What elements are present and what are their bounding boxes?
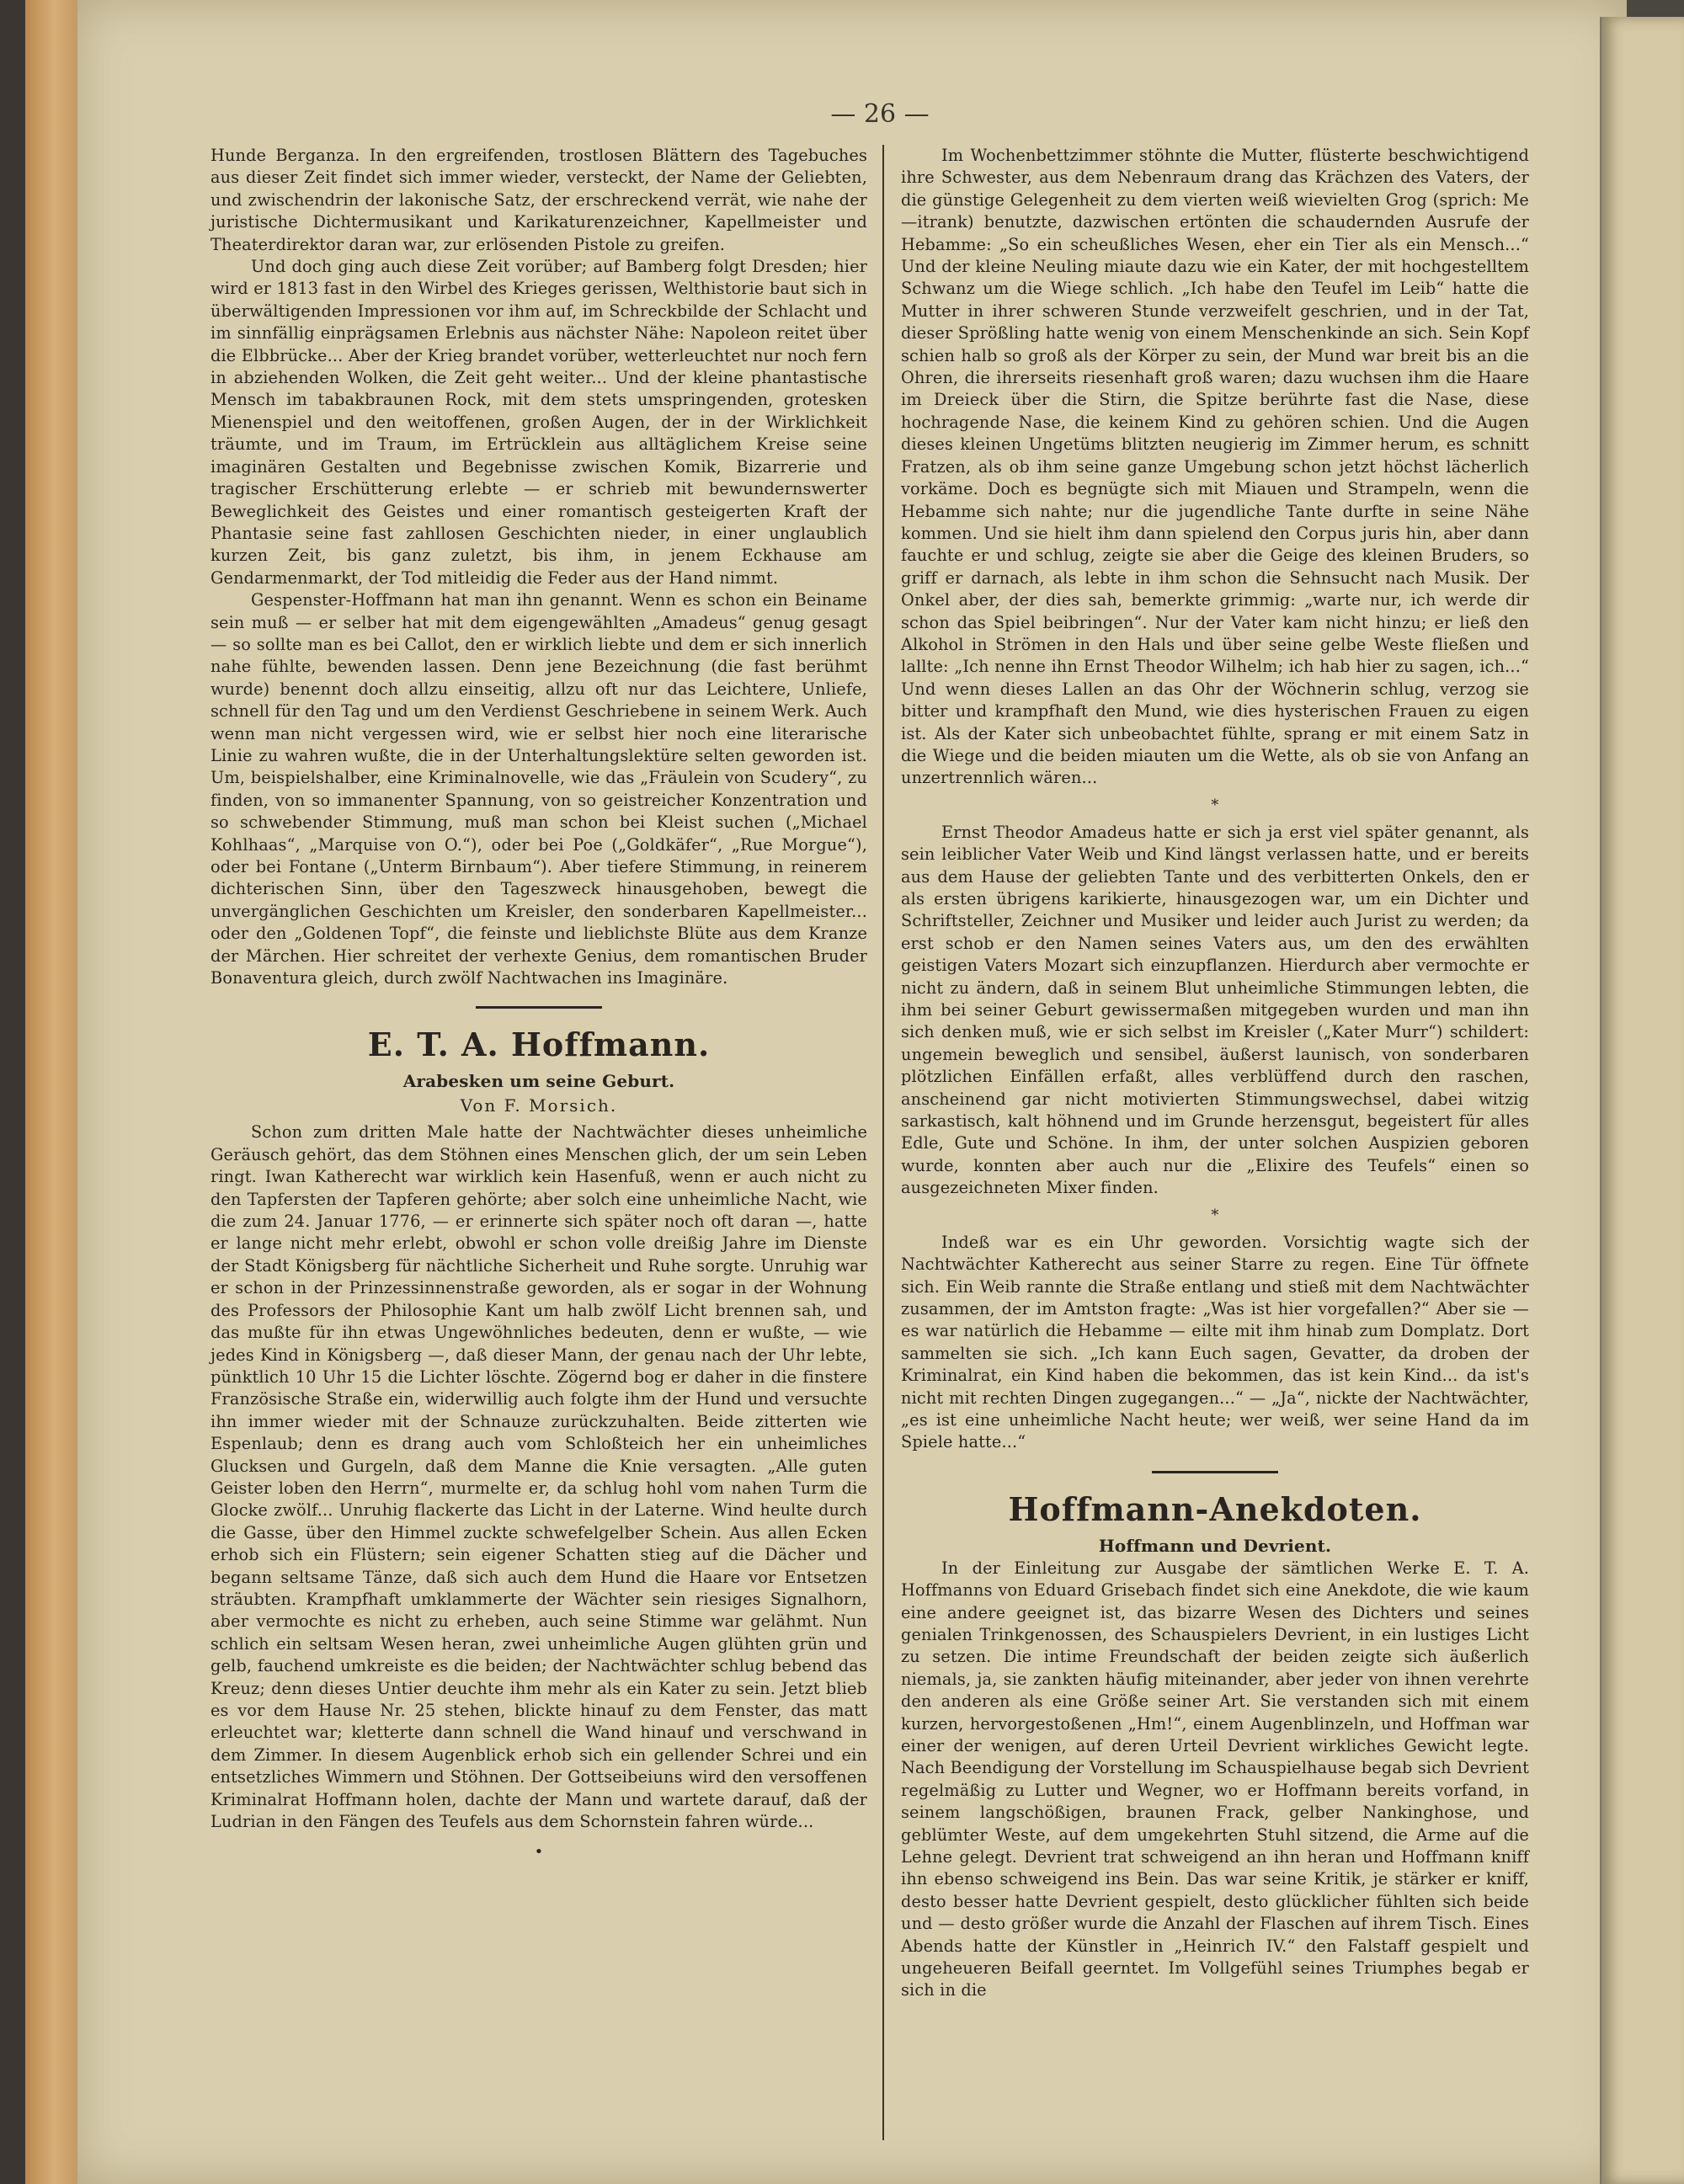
intro-paragraph-1: Hunde Berganza. In den ergreifenden, trostlosen Blättern des Tagebuches aus dieser Zeit findet sich immer wieder, versteckt, der Name der Geliebten, und zwischendrin der lakonische Satz, der erschreckend verrät, wie nahe der juristische Dichtermusikant und Karikaturenzeichner, Kapellmeister und Theaterdirektor daran war, zur erlösenden Pistole zu greifen. (210, 146, 867, 254)
book-binding (25, 0, 77, 2184)
article-title-anekdoten: Hoffmann-Anekdoten. (1008, 1489, 1422, 1528)
article-subtitle-devrient: Hoffmann und Devrient. (1098, 1535, 1332, 1556)
next-page-edge (1600, 17, 1684, 2184)
intro-paragraph-3: Gespenster-Hoffmann hat man ihn genannt. Wenn es schon ein Beiname sein muß — er selber hat mit dem eigengewählten „Amadeus“ genug gesagt — so sollte man es bei Callot, den er wirklich liebte und dem er sich innerlich nahe fühlte, bewenden lassen. Denn jene Bezeichnung (die fast berühmt wurde) benennt doch allzu einseitig, allzu oft nur das Leichtere, Unliefe, schnell für den Tag und um den Verdienst Geschriebene in seinem Werk. Auch wenn man nicht vergessen wird, wie er selbst hier noch eine literarische Linie zu wahren wußte, die in der Unterhaltungslektüre selten geworden ist. Um, beispielshalber, eine Kriminalnovelle, wie das „Fräulein von Scudery“, zu finden, von so immanenter Spannung, von so geistreicher Konzentration und so schwebender Stimmung, muß man schon bei Kleist suchen („Michael Kohlhaas“, „Marquise von O.“), oder bei Poe („Goldkäfer“, „Rue Morgue“), oder bei Fontane („Unterm Birnbaum“). Aber tiefere Stimmung, in reinerem dichterischen Sinn, über den Tageszweck hinausgehoben, bewegt die unvergänglichen Geschichten um Kreisler, den sonderbaren Kapellmeister... oder den „Goldenen Topf“, die feinste und lieblichste Blüte aus dem Kranze der Märchen. Hier schreitet der verhexte Genius, dem romantischen Bruder Bonaventura gleich, durch zwölf Nachtwachen ins Imaginäre. (210, 590, 867, 988)
right-column (901, 145, 1529, 2150)
section-separator-1: * (1211, 796, 1219, 814)
page-number: — 26 — (830, 99, 930, 129)
column-divider (882, 145, 884, 2140)
intro-paragraph-2: Und doch ging auch diese Zeit vorüber; auf Bamberg folgt Dresden; hier wird er 1813 fast in den Wirbel des Krieges gerissen, Welthistorie baut sich in überwältigenden Impressionen vor ihm auf, im Schreckbilde der Schlacht und im sinnfällig einprägsamen Erlebnis aus nächster Nähe: Napoleon reitet über die Elbbrücke... Aber der Krieg brandet vorüber, wetterleuchtet nur noch fern in abziehenden Wolken, die Zeit geht weiter... Und der kleine phantastische Mensch im tabakbraunen Rock, mit dem stets umspringenden, grotesken Mienenspiel und den weitoffenen, großen Augen, der in der Wirklichkeit träumte, und im Traum, im Ertrücklein aus alltäglichem Kreise seine imaginären Gestalten und Begebnisse zwischen Komik, Bizarrerie und tragischer Erschütterung erlebte — er schrieb mit bewundernswerter Beweglichkeit des Geistes und einer romantisch gesteigerten Kraft der Phantasie seine fast zahllosen Geschichten nieder, in einer unglaublich kurzen Zeit, bis ganz zuletzt, bis ihm, in jenem Eckhause am Gendarmenmarkt, der Tod mitleidig die Feder aus der Hand nimmt. (210, 257, 867, 588)
article-title-hoffmann: E. T. A. Hoffmann. (367, 1025, 711, 1064)
amadeus-paragraph: Ernst Theodor Amadeus hatte er sich ja erst viel später genannt, als sein leiblicher Vater Weib und Kind längst verlassen hatte, und er bereits aus dem Hause der geliebten Tante und des verbitterten Onkels, den er als ersten übrigens karikierte, hinausgezogen war, um ein Dichter und Schriftsteller, Zeichner und Musiker und leider auch Jurist zu werden; da erst schob er den Namen seines Vaters aus, um den des erwählten geistigen Vaters Mozart sich einzupflanzen. Hierdurch aber vermochte er nicht zu ändern, daß in seinem Blut unheimliche Stimmungen lebten, die ihm bei seiner Geburt gewissermaßen mitgegeben wurden und man ihn sich denken muß, wie er sich selbst im Kreisler („Kater Murr“) schildert: ungemein beweglich und sensibel, äußerst launisch, von sonderbaren plötzlichen Einfällen erfaßt, alles verblüffend durch den raschen, anscheinend gar nicht motivierten Stimmungswechsel, dabei witzig sarkastisch, kalt höhnend und im Grunde herzensgut, begeistert für alles Edle, Gute und Schöne. In ihm, der unter solchen Auspizien geboren wurde, konnten aber auch nur die „Elixire des Teufels“ einen so ausgezeichneten Mixer finden. (901, 822, 1529, 1198)
article-subtitle-arabesken: Arabesken um seine Geburt. (402, 1071, 675, 1092)
article-byline: Von F. Morsich. (460, 1095, 618, 1116)
left-column (210, 145, 867, 2150)
article-divider-2 (1152, 1471, 1278, 1473)
article-divider (476, 1006, 602, 1009)
section-separator-2: * (1211, 1206, 1219, 1224)
anekdote-paragraph-1: In der Einleitung zur Ausgabe der sämtlichen Werke E. T. A. Hoffmanns von Eduard Grisebach findet sich eine Anekdote, die wie kaum eine andere geeignet ist, das bizarre Wesen des Dichters und seines genialen Trinkgenossen, des Schauspielers Devrient, in ein lustiges Licht zu setzen. Die intime Freundschaft der beiden zeigte sich äußerlich niemals, ja, sie zankten häufig miteinander, aber jeder von ihnen verehrte den anderen als eine Größe seiner Art. Sie verstanden sich mit einem kurzen, hervorgestoßenen „Hm!“, einem Augenblinzeln, und Hoffman war einer der wenigen, auf deren Urteil Devrient wirkliches Gewicht legte. Nach Beendigung der Vorstellung im Schauspielhause begab sich Devrient regelmäßig zu Lutter und Wegner, wo er Hoffmann bereits vorfand, in seinem langschößigen, braunen Frack, gelber Nankinghose, und geblümter Weste, auf dem umgekehrten Stuhl sitzend, die Arme auf die Lehne gelegt. Devrient trat schweigend an ihn heran und Hoffmann kniff ihn ebenso schweigend ins Bein. Das war seine Kritik, je stärker er kniff, desto besser hatte Devrient gespielt, desto glücklicher fühlten sich beide und — desto größer wurde die Anzahl der Flaschen auf ihrem Tisch. Eines Abends hatte der Künstler in „Heinrich IV.“ den Falstaff gespielt und ungeheueren Beifall geerntet. Im Vollgefühl seines Triumphes begab er sich in die (901, 1558, 1529, 2000)
birth-paragraph: Im Wochenbettzimmer stöhnte die Mutter, flüsterte beschwichtigend ihre Schwester, aus dem Nebenraum drang das Krächzen des Vaters, der die günstige Gelegenheit zu dem vierten weiß wievielten Grog (sprich: Me—itrank) benutzte, dazwischen ertönten die schaudernden Ausrufe der Hebamme: „So ein scheußliches Wesen, eher ein Tier als ein Mensch...“ Und der kleine Neuling miaute dazu wie ein Kater, der mit hochgestelltem Schwanz um die Wiege schlich. „Ich habe den Teufel im Leib“ hatte die Mutter in ihrer schweren Stunde verzweifelt geschrien, und in der Tat, dieser Sprößling hatte wenig von einem Menschenkinde an sich. Sein Kopf schien halb so groß als der Körper zu sein, der Mund war breit bis an die Ohren, die ihrerseits riesenhaft groß waren; dazu wuchsen ihm die Haare im Dreieck über die Stirn, die Spitze berührte fast die Nase, diese hochragende Nase, die keinem Kind zu gehören schien. Und die Augen dieses kleinen Ungetüms blitzten neugierig im Zimmer herum, es schnitt Fratzen, als ob ihm seine ganze Umgebung schon jetzt höchst lächerlich vorkäme. Doch es begnügte sich mit Miauen und Strampeln, wenn die Hebamme sich nahte; nur die jugendliche Tante durfte in seine Nähe kommen. Und sie hielt ihm dann spielend den Corpus juris hin, aber dann fauchte er und schlug, zeigte sie aber die Geige des kleinen Bruders, so griff er darnach, als lebte in ihm schon die Sehnsucht nach Musik. Der Onkel aber, der dies sah, bemerkte grimmig: „warte nur, ich werde dir schon das Spiel beibringen“. Nur der Vater kam nicht hinzu; er ließ den Alkohol in Strömen in den Hals und über seine gelbe Weste fließen und lallte: „Ich nenne ihn Ernst Theodor Wilhelm; ich hab hier zu sagen, ich...“ Und wenn dieses Lallen an das Ohr der Wöchnerin schlug, verzog sie bitter und krampfhaft den Mund, wie dies hysterischen Frauen zu eigen ist. Als der Kater sich unbeobachtet fühlte, sprang er mit einem Satz in die Wiege und die beiden miauten um die Wette, als ob sie von Anfang an unzertrennlich wären... (901, 146, 1529, 788)
article-paragraph-1: Schon zum dritten Male hatte der Nachtwächter dieses unheimliche Geräusch gehört, das dem Stöhnen eines Menschen glich, der um sein Leben ringt. Iwan Katherecht war wirklich kein Hasenfuß, wenn er auch nicht zu den Tapfersten der Tapferen gehörte; aber solch eine unheimliche Nacht, wie die zum 24. Januar 1776, — er erinnerte sich später noch oft daran —, hatte er lange nicht mehr erlebt, obwohl er schon volle dreißig Jahre im Dienste der Stadt Königsberg für nächtliche Sicherheit und Ruhe sorgte. Unruhig war er schon in der Prinzessinnenstraße geworden, als er sogar in der Wohnung des Professors der Philosophie Kant um halb zwölf Licht brennen sah, und das mußte für ihn etwas Ungewöhnliches bedeuten, denn er wußte, — wie jedes Kind in Königsberg —, daß dieser Mann, der genau nach der Uhr lebte, pünktlich 10 Uhr 15 die Lichter löschte. Zögernd bog er daher in die finstere Französische Straße ein, widerwillig auch folgte ihm der Hund und versuchte ihn immer wieder mit der Schnauze zurückzuhalten. Beide zitterten wie Espenlaub; denn es drang auch vom Schloßteich her ein unheimliches Glucksen und Gurgeln, daß dem Manne die Knie versagten. „Alle guten Geister loben den Herrn“, murmelte er, da schlug hohl vom nahen Turm die Glocke zwölf... Unruhig flackerte das Licht in der Laterne. Wind heulte durch die Gasse, über den Himmel zuckte schwefelgelber Schein. Aus allen Ecken erhob sich ein Flüstern; sein eigener Schatten stieg auf die Dächer und begann seltsame Tänze, daß sich auch dem Hund die Haare vor Entsetzen sträubten. Krampfhaft umklammerte der Wächter sein riesiges Signalhorn, aber vermochte es nicht zu erheben, auch seine Stimme war gelähmt. Nun schlich ein seltsam Wesen heran, zwei unheimliche Augen glühten grün und gelb, fauchend umkreiste es die beiden; der Nachtwächter schlug bebend das Kreuz; denn dieses Untier deuchte ihm mehr als ein Kater zu sein. Jetzt blieb es vor dem Hause Nr. 25 stehen, blickte hinauf zu dem Fenster, das matt erleuchtet war; kletterte dann schnell die Wand hinauf und verschwand in dem Zimmer. In diesem Augenblick erhob sich ein gellender Schrei und ein entsetzliches Wimmern und Stöhnen. Der Gottseibeiuns wird den versoffenen Kriminalrat Hoffmann holen, dachte der Mann und wartete darauf, daß der Ludrian in den Fängen des Teufels aus dem Schornstein fahren würde... (210, 1122, 867, 1832)
nightwatch-paragraph: Indeß war es ein Uhr geworden. Vorsichtig wagte sich der Nachtwächter Katherecht aus seiner Starre zu regen. Eine Tür öffnete sich. Ein Weib rannte die Straße entlang und stieß mit dem Nachtwächter zusammen, der im Amtston fragte: „Was ist hier vorgefallen?“ Aber sie — es war natürlich die Hebamme — eilte mit ihm hinab zum Domplatz. Dort sammelten sie sich. „Ich kann Euch sagen, Gevatter, da droben der Kriminalrat, ein Kind haben die bekommen, das ist kein Kind... da ist's nicht mit rechten Dingen zugegangen...“ — „Ja“, nickte der Nachtwächter, „es ist eine unheimliche Nacht heute; wer weiß, wer seine Hand da im Spiele hatte...“ (901, 1232, 1529, 1452)
end-mark: • (534, 1843, 544, 1862)
